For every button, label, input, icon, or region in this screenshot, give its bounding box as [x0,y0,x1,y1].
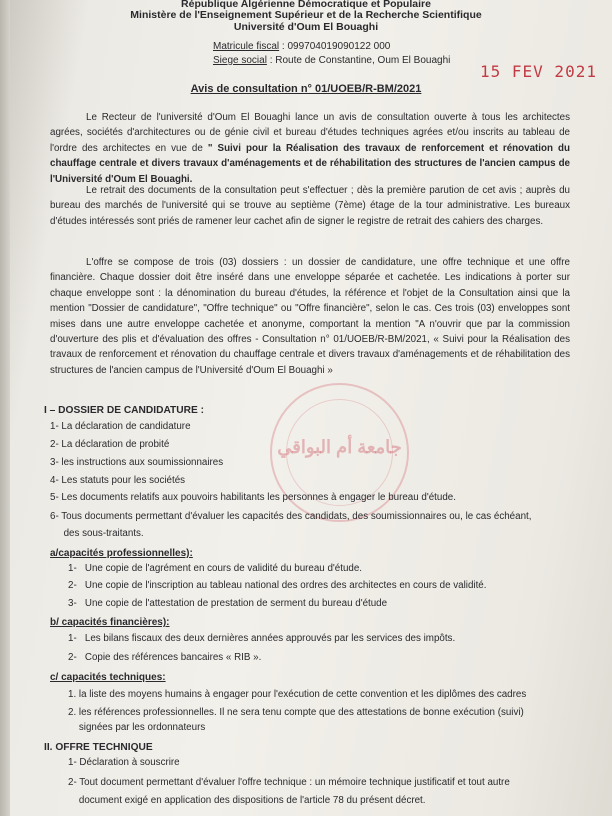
list-item: 1- Une copie de l'agrément en cours de validité du bureau d'étude. [68,563,363,574]
list-item: 2- Copie des références bancaires « RIB ». [68,652,262,663]
matricule-fiscal: Matricule fiscal : 099704019090122 000 [213,41,391,52]
paragraph-retrait: Le retrait des documents de la consultation peut s'effectuer ; dès la première parution de cet avis ; auprès du bureau des marchés de l'université qui se trouve au septième (7ème) étage de la tour administrative. Les bureaux d'études intéressés sont priés de ramener leur cachet afin de signer le registre de retrait des cahiers des charges. [50,185,570,227]
paragraph-offre: L'offre se compose de trois (03) dossiers : un dossier de candidature, une offre technique et une offre financière. Chaque dossier doit être inséré dans une enveloppe séparée et cachetée. Les indications à porter sur chaque enveloppe sont : la dénomination du bureau d'études, la référence et l'objet de la Consultation ainsi que la mention "Dossier de candidature", "Offre technique" ou "Offre financière", selon le cas. Ces trois (03) enveloppes sont mises dans une autre enveloppe cachetée et anonyme, comportant la mention "A n'ouvrir que par la commission d'ouverture des plis et d'évaluation des offres - Consultation n° 01/UOEB/R-BM/2021, « Suivi pour la Réalisation des travaux de renforcement et rénovation du chauffage centrale et divers travaux d'aménagements et de réhabilitation des structures de l'ancien campus de l'Université d'Oum El Bouaghi » [50,257,570,376]
university-seal-stamp: جامعة أم البواقي [270,383,409,522]
list-item: 1- Les bilans fiscaux des deux dernières années approuvés par les services des impôts. [68,633,456,644]
list-item: 2- Une copie de l'inscription au tableau national des ordres des architectes en cours de validité. [68,580,487,591]
list-item: 1- Déclaration à souscrire [68,757,180,768]
list-item: 2- La déclaration de probité [50,439,170,450]
section-offre-technique: II. OFFRE TECHNIQUE [44,742,153,753]
list-item: 3- Une copie de l'attestation de prestation de serment du bureau d'étude [68,598,388,609]
list-item: 6- Tous documents permettant d'évaluer les capacités des candidats, des soumissionnaires ou, le cas échéant, [50,511,532,522]
date-stamp: 15 FEV 2021 [480,62,597,81]
subsection-capacites-financieres: b/ capacités financières): [50,617,170,628]
list-item: signées par les ordonnateurs [68,722,206,733]
list-item: document exigé en application des dispositions de l'article 78 du présent décret. [68,795,426,806]
list-item: des sous-traitants. [50,528,144,539]
subsection-capacites-techniques: c/ capacités techniques: [50,672,166,683]
header-republic: République Algérienne Démocratique et Populaire [181,0,431,10]
list-item: 1. la liste des moyens humains à engager pour l'exécution de cette convention et les diplômes des cadres [68,689,527,700]
list-item: 1- La déclaration de candidature [50,421,191,432]
section-dossier-candidature: I – DOSSIER DE CANDIDATURE : [44,405,204,416]
list-item: 5- Les documents relatifs aux pouvoirs habilitants les personnes à engager le bureau d'étude. [50,492,456,503]
list-item: 4- Les statuts pour les sociétés [50,475,186,486]
subsection-capacites-professionnelles: a/capacités professionnelles): [50,548,193,559]
siege-social: Siege social : Route de Constantine, Oum El Bouaghi [213,55,451,66]
header-university: Université d'Oum El Bouaghi [233,21,379,33]
header-ministry: Ministère de l'Enseignement Supérieur et de la Recherche Scientifique [130,9,482,21]
page-shadow-edge [0,0,10,816]
paragraph-intro: Le Recteur de l'université d'Oum El Bouaghi lance un avis de consultation ouverte à tous les architectes agrées, sociétés d'architectures ou de génie civil et bureau d'études techniques agrées et/ou inscrits au tableau de l'ordre des architectes en vue de " Suivi pour la Réalisation des travaux de renforcement et rénovation du chauffage centrale et divers travaux d'aménagements et de réhabilitation des structures de l'ancien campus de l'Université d'Oum El Bouaghi. [50,112,570,185]
list-item: 2- Tout document permettant d'évaluer l'offre technique : un mémoire technique justificatif et tout autre [68,777,510,788]
list-item: 3- les instructions aux soumissionnaires [50,457,224,468]
list-item: 2. les références professionnelles. Il ne sera tenu compte que des attestations de bonne exécution (suivi) [68,707,524,718]
document-title: Avis de consultation n° 01/UOEB/R-BM/2021 [190,83,422,95]
